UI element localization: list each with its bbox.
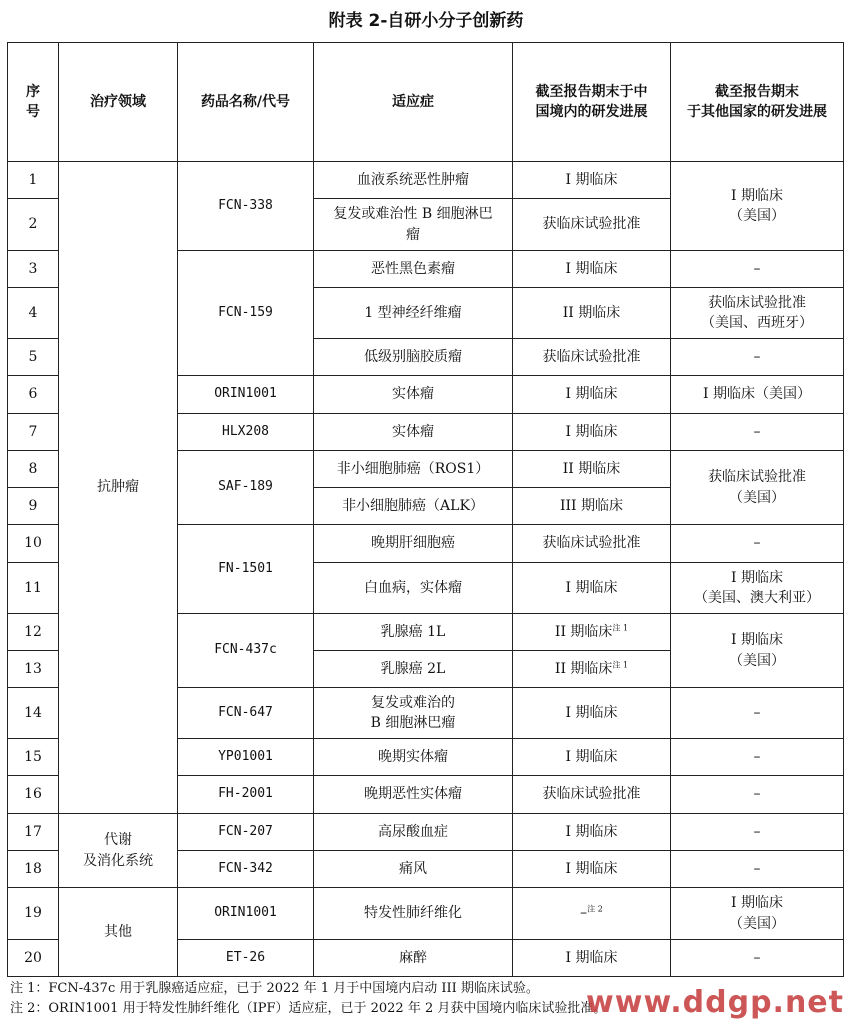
cn-progress-cell: III 期临床 <box>513 488 671 525</box>
row-no: 13 <box>8 651 59 688</box>
drug-cell: FH-2001 <box>178 776 314 814</box>
overseas-cell: I 期临床 （美国） <box>671 614 844 688</box>
cn-progress-cell: I 期临床 <box>513 162 671 199</box>
indication-cell: 低级别脑胶质瘤 <box>314 339 513 376</box>
overseas-cell: 获临床试验批准 （美国、西班牙） <box>671 288 844 339</box>
row-no: 3 <box>8 251 59 288</box>
header-row <box>8 43 844 162</box>
cn-progress-cell: I 期临床 <box>513 851 671 888</box>
indication-cell: 实体瘤 <box>314 414 513 451</box>
overseas-cell: I 期临床 （美国） <box>671 888 844 940</box>
row-no: 11 <box>8 563 59 614</box>
header-no: 序 号 <box>8 43 59 162</box>
table-row <box>8 814 844 851</box>
cn-progress-cell: II 期临床 <box>513 451 671 488</box>
indication-cell: 1 型神经纤维瘤 <box>314 288 513 339</box>
drug-cell: ORIN1001 <box>178 376 314 414</box>
area-cell: 代谢 及消化系统 <box>59 814 178 888</box>
row-no: 14 <box>8 688 59 739</box>
overseas-cell: – <box>671 940 844 977</box>
row-no: 18 <box>8 851 59 888</box>
table-row <box>8 888 844 940</box>
cn-progress-cell: II 期临床$^{注 1}$ <box>513 651 671 688</box>
indication-cell: 特发性肺纤维化 <box>314 888 513 940</box>
header-cn-progress: 截至报告期末于中 国境内的研发进展 <box>513 43 671 162</box>
drug-cell: SAF-189 <box>178 451 314 525</box>
drug-cell: FCN-342 <box>178 851 314 888</box>
header-overseas-progress: 截至报告期末 于其他国家的研发进展 <box>671 43 844 162</box>
drug-cell: FN-1501 <box>178 525 314 614</box>
drug-cell: ET-26 <box>178 940 314 977</box>
overseas-cell: – <box>671 251 844 288</box>
row-no: 10 <box>8 525 59 563</box>
overseas-cell: – <box>671 339 844 376</box>
header-indication: 适应症 <box>314 43 513 162</box>
cn-progress-cell: I 期临床 <box>513 940 671 977</box>
cn-progress-cell: –$^{注 2}$ <box>513 888 671 940</box>
watermark: www.ddgp.net <box>586 985 844 1020</box>
overseas-cell: – <box>671 851 844 888</box>
indication-cell: 恶性黑色素瘤 <box>314 251 513 288</box>
row-no: 17 <box>8 814 59 851</box>
indication-cell: 晚期恶性实体瘤 <box>314 776 513 814</box>
indication-cell: 麻醉 <box>314 940 513 977</box>
cn-progress-cell: 获临床试验批准 <box>513 339 671 376</box>
indication-cell: 复发或难治的 B 细胞淋巴瘤 <box>314 688 513 739</box>
footnote-mark: 注 1 <box>612 660 629 670</box>
table-title: 附表 2-自研小分子创新药 <box>328 11 524 31</box>
overseas-cell: 获临床试验批准 （美国） <box>671 451 844 525</box>
cn-progress-cell: I 期临床 <box>513 376 671 414</box>
drug-cell: ORIN1001 <box>178 888 314 940</box>
cn-progress-cell: I 期临床 <box>513 688 671 739</box>
overseas-cell: – <box>671 525 844 563</box>
row-no: 9 <box>8 488 59 525</box>
overseas-cell: – <box>671 688 844 739</box>
row-no: 8 <box>8 451 59 488</box>
row-no: 1 <box>8 162 59 199</box>
overseas-cell: – <box>671 776 844 814</box>
footnote-1: 注 1：FCN-437c 用于乳腺癌适应症，已于 2022 年 1 月于中国境内启动 III 期临床试验。 <box>10 981 539 996</box>
indication-cell: 晚期实体瘤 <box>314 739 513 776</box>
overseas-cell: I 期临床 （美国、澳大利亚） <box>671 563 844 614</box>
drug-cell: HLX208 <box>178 414 314 451</box>
cn-progress-cell: 获临床试验批准 <box>513 776 671 814</box>
overseas-cell: – <box>671 814 844 851</box>
cn-progress-cell: I 期临床 <box>513 814 671 851</box>
drug-cell: FCN-437c <box>178 614 314 688</box>
indication-cell: 非小细胞肺癌（ROS1） <box>314 451 513 488</box>
area-cell: 其他 <box>59 888 178 977</box>
cn-progress-cell: I 期临床 <box>513 251 671 288</box>
row-no: 7 <box>8 414 59 451</box>
indication-cell: 复发或难治性 B 细胞淋巴 瘤 <box>314 199 513 251</box>
drug-cell: FCN-647 <box>178 688 314 739</box>
indication-cell: 血液系统恶性肿瘤 <box>314 162 513 199</box>
row-no: 4 <box>8 288 59 339</box>
indication-cell: 晚期肝细胞癌 <box>314 525 513 563</box>
row-no: 5 <box>8 339 59 376</box>
cn-progress-cell: I 期临床 <box>513 414 671 451</box>
overseas-cell: – <box>671 414 844 451</box>
row-no: 6 <box>8 376 59 414</box>
cn-progress-cell: 获临床试验批准 <box>513 525 671 563</box>
footnote-mark: 注 2 <box>587 904 603 914</box>
cn-progress-cell: I 期临床 <box>513 739 671 776</box>
row-no: 16 <box>8 776 59 814</box>
indication-cell: 乳腺癌 1L <box>314 614 513 651</box>
indication-cell: 乳腺癌 2L <box>314 651 513 688</box>
indication-cell: 白血病，实体瘤 <box>314 563 513 614</box>
overseas-cell: I 期临床（美国） <box>671 376 844 414</box>
indication-cell: 高尿酸血症 <box>314 814 513 851</box>
indication-cell: 实体瘤 <box>314 376 513 414</box>
row-no: 12 <box>8 614 59 651</box>
cn-progress-cell: II 期临床$^{注 1}$ <box>513 614 671 651</box>
row-no: 2 <box>8 199 59 251</box>
area-cell: 抗肿瘤 <box>59 162 178 814</box>
drug-cell: FCN-338 <box>178 162 314 251</box>
cn-progress-cell: I 期临床 <box>513 563 671 614</box>
overseas-cell: – <box>671 739 844 776</box>
indication-cell: 非小细胞肺癌（ALK） <box>314 488 513 525</box>
header-drug: 药品名称/代号 <box>178 43 314 162</box>
drug-cell: YP01001 <box>178 739 314 776</box>
footnote-2: 注 2：ORIN1001 用于特发性肺纤维化（IPF）适应症，已于 2022 年 2 月获中国境内临床试验批准。 <box>10 1001 607 1016</box>
footnote-mark: 注 1 <box>612 623 629 633</box>
cn-progress-cell: II 期临床 <box>513 288 671 339</box>
indication-cell: 痛风 <box>314 851 513 888</box>
drug-table <box>7 42 844 977</box>
drug-cell: FCN-159 <box>178 251 314 376</box>
row-no: 20 <box>8 940 59 977</box>
cn-progress-cell: 获临床试验批准 <box>513 199 671 251</box>
table-row <box>8 162 844 199</box>
row-no: 19 <box>8 888 59 940</box>
header-area: 治疗领域 <box>59 43 178 162</box>
row-no: 15 <box>8 739 59 776</box>
overseas-cell: I 期临床 （美国） <box>671 162 844 251</box>
drug-cell: FCN-207 <box>178 814 314 851</box>
